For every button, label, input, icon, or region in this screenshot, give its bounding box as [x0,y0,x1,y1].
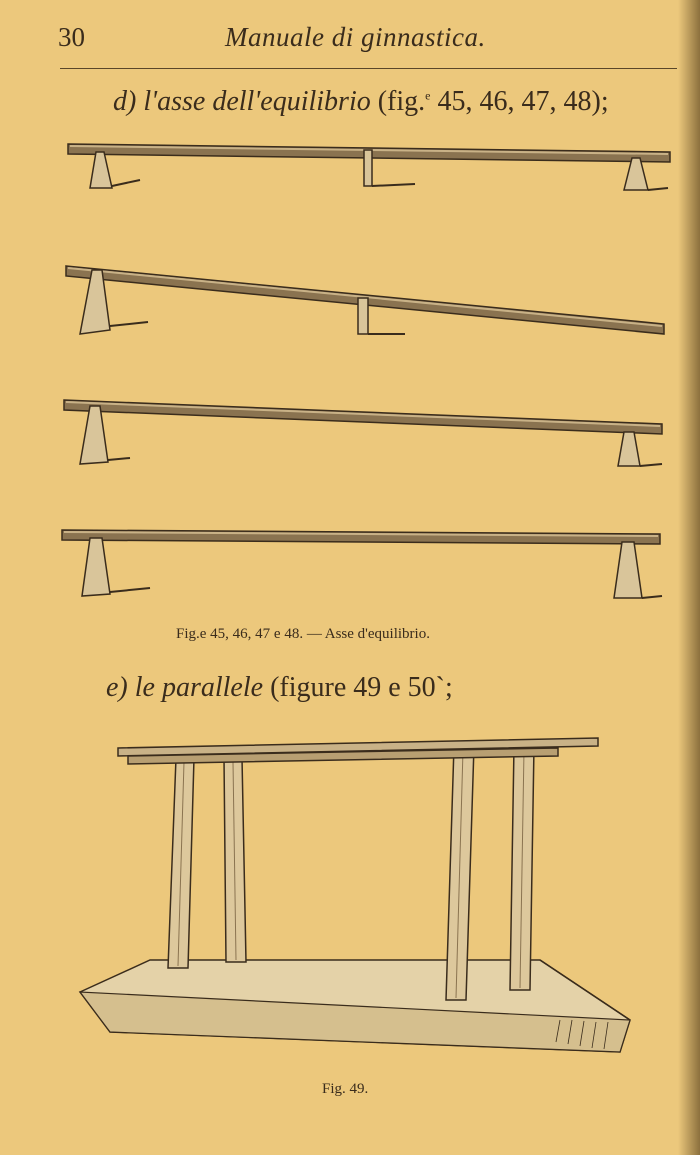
balance-beam-46-illustration [0,250,700,350]
header-rule [60,68,677,69]
parallel-bars-49-illustration [0,730,700,1060]
item-d-ref-open: (fig. [377,86,426,117]
balance-beam-47-illustration [0,390,700,470]
running-title: Manuale di ginnastica. [225,22,486,52]
item-d-heading [113,86,609,118]
item-e-name: le parallele [134,672,264,703]
item-d-marker: d) [113,86,137,117]
balance-beam-45-illustration [0,130,700,240]
item-e-ref: (figure 49 e 50`; [270,672,453,703]
figure-45-48-caption: Fig.e 45, 46, 47 e 48. — Asse d'equilibrio. [176,626,430,642]
balance-beam-48-illustration [0,520,700,610]
item-e-heading [106,672,453,704]
item-d-ref-rest: 45, 46, 47, 48); [430,86,609,117]
item-e-marker: e) [106,672,128,703]
item-d-ref-sup: e [425,88,431,103]
figure-49-caption: Fig. 49. [322,1081,369,1097]
item-d-name: l'asse dell'equilibrio [143,86,371,117]
page-number: 30 [58,22,85,52]
